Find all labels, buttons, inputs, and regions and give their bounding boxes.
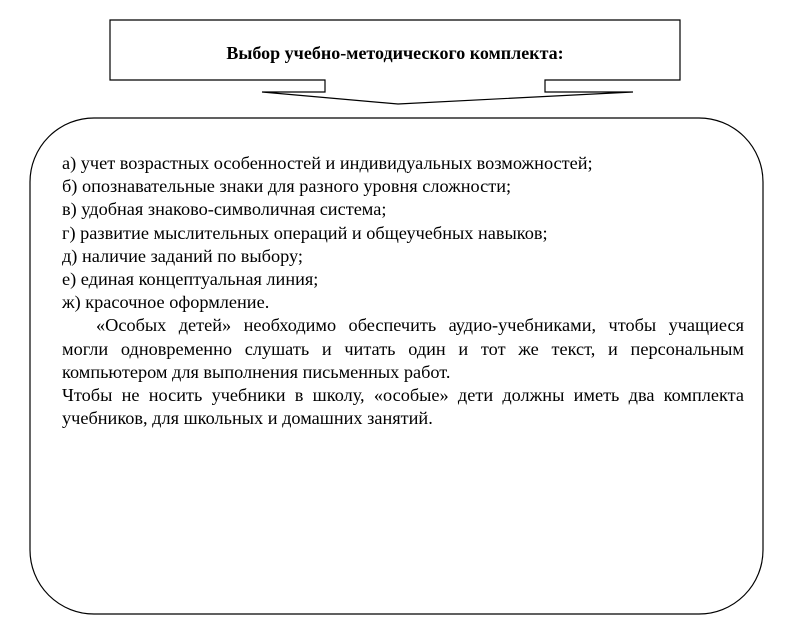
special-children-paragraph: «Особых детей» необходимо обеспечить аудио-учебниками, чтобы учащиеся могли одновременно слушать и читать один и тот же текст, и персональным компьютером для выполнения письменных работ. <box>62 315 744 382</box>
criteria-item-d: г) развитие мыслительных операций и общеучебных навыков; <box>62 222 548 243</box>
criteria-item-f: е) единая концептуальная линия; <box>62 269 319 290</box>
criteria-item-c: в) удобная знаково-символичная система; <box>62 199 387 220</box>
criteria-item-e: д) наличие заданий по выбору; <box>62 245 303 266</box>
criteria-item-b: б) опознавательные знаки для разного уровня сложности; <box>62 176 512 197</box>
content-text <box>62 152 744 430</box>
textbook-sets-paragraph: Чтобы не носить учебники в школу, «особые» дети должны иметь два комплекта учебников, для школьных и домашних занятий. <box>62 385 744 429</box>
criteria-item-g: ж) красочное оформление. <box>62 292 270 313</box>
diagram-title: Выбор учебно-методического комплекта: <box>226 43 564 63</box>
criteria-item-a: а) учет возрастных особенностей и индивидуальных возможностей; <box>62 153 593 173</box>
